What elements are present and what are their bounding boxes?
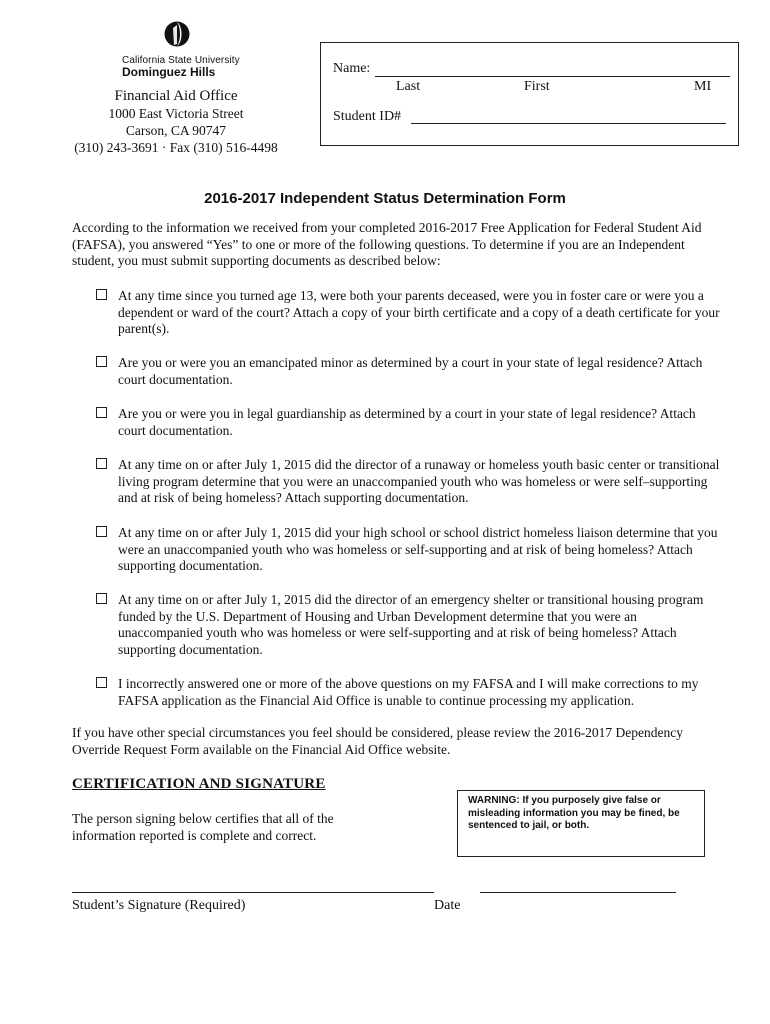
item-text: Are you or were you in legal guardianship as determined by a court in your state of legal residence? Attach court documentation. [118,406,696,438]
student-info-box [320,42,739,146]
intro-paragraph: According to the information we received from your completed 2016-2017 Free Application for Federal Student Aid (FAFSA), you answered “Yes” to one or more of the following questions. To determine if you are an Independent student, you must submit supporting documents as described below: [72,220,702,268]
checkbox[interactable] [96,289,107,300]
checkbox[interactable] [96,407,107,418]
date-line[interactable] [480,892,676,893]
signature-label: Student’s Signature (Required) [72,898,246,913]
phone-fax: (310) 243-3691 · Fax (310) 516-4498 [74,140,278,155]
logo-campus-name: Dominguez Hills [122,65,216,79]
name-sub-mi: MI [694,79,712,94]
item-text: Are you or were you an emancipated minor as determined by a court in your state of legal residence? Attach court documentation. [118,355,703,387]
special-circumstances-paragraph: If you have other special circumstances you feel should be considered, please review the 2016-2017 Dependency Override Request Form available on the Financial Aid Office website. [72,725,684,757]
student-id-input-line[interactable] [411,123,726,124]
name-label: Name: [333,61,371,76]
item-text: At any time on or after July 1, 2015 did the director of an emergency shelter or transitional housing program funded by the U.S. Department of Housing and Urban Development determine that you were an unaccompanied youth who was homeless or were self-supporting and at risk of being homeless? Attach supporting documentation. [118,592,704,657]
name-sub-last: Last [396,79,421,94]
form-title: 2016-2017 Independent Status Determination Form [204,190,566,207]
checkbox[interactable] [96,458,107,469]
date-label: Date [434,898,461,913]
logo-university-name: California State University [122,55,240,66]
student-id-label: Student ID# [333,109,402,124]
checkbox[interactable] [96,593,107,604]
certification-text: The person signing below certifies that all of the information reported is complete and correct. [72,811,334,843]
signature-line[interactable] [72,892,434,893]
item-text: At any time since you turned age 13, were both your parents deceased, were you in foster care or were you a dependent or ward of the court? Attach a copy of your birth certificate and a copy of a death certificate for your parent(s). [118,288,720,336]
checkbox[interactable] [96,526,107,537]
name-sub-first: First [524,79,550,94]
office-name: Financial Aid Office [114,88,238,104]
item-text: I incorrectly answered one or more of the above questions on my FAFSA and I will make corrections to my FAFSA application as the Financial Aid Office is unable to continue processing my application. [118,676,699,708]
item-text: At any time on or after July 1, 2015 did your high school or school district homeless liaison determine that you were an unaccompanied youth who was homeless or self-supporting and at risk of being homeless? Attach supporting documentation. [118,525,718,573]
warning-text: WARNING: If you purposely give false or misleading information you may be fined, be sentenced to jail, or both. [468,795,680,831]
checkbox[interactable] [96,356,107,367]
checkbox[interactable] [96,677,107,688]
university-seal-icon [164,18,190,50]
name-input-line[interactable] [375,76,730,77]
warning-box [457,790,705,857]
address-line-1: 1000 East Victoria Street [108,106,244,121]
certification-heading: CERTIFICATION AND SIGNATURE [72,776,326,792]
item-text: At any time on or after July 1, 2015 did the director of a runaway or homeless youth basic center or transitional living program determine that you were an unaccompanied youth who was homeless or were self–supporting and at risk of being homeless? Attach supporting documentation. [118,457,720,505]
address-line-2: Carson, CA 90747 [125,123,227,138]
